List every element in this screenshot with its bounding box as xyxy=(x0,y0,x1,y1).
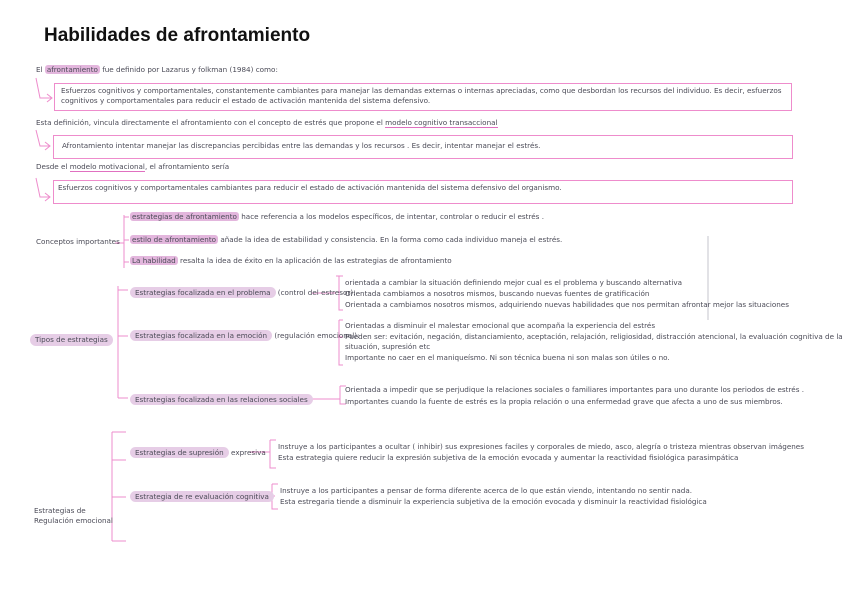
strategy-detail: situación, supresión etc xyxy=(345,342,431,351)
strategy-detail: Importantes cuando la fuente de estrés es la propia relación o una enfermedad grave que afecta a uno de sus miembros. xyxy=(345,397,783,406)
intro-term: afrontamiento xyxy=(46,65,98,74)
strategy-types-label: Tipos de estrategias xyxy=(30,334,113,346)
strategy-name: Estrategias focalizada en la emoción xyxy=(130,330,272,341)
transactional-prefix: Esta definición, vincula directamente el afrontamiento con el concepto de estrés que propone el xyxy=(36,118,386,127)
transactional-line xyxy=(36,118,498,128)
strategy-detail: Importante no caer en el maniqueísmo. Ni son técnica buena ni son malas son útiles o no. xyxy=(345,353,670,362)
concept-item xyxy=(130,235,562,245)
regulation-label-line2: Regulación emocional xyxy=(34,516,113,525)
concept-text: añade la idea de estabilidad y consistencia. En la forma como cada individuo maneja el estrés. xyxy=(218,235,563,244)
regulation-reappraisal xyxy=(130,492,274,502)
page-title: Habilidades de afrontamiento xyxy=(44,25,311,46)
intro-suffix: fue definido por Lazarus y folkman (1984) como: xyxy=(99,65,278,74)
regulation-detail: Esta estrategia quiere reducir la expresión subjetiva de la emoción evocada y aumentar la reactividad fisiológica parasimpática xyxy=(278,453,739,462)
motivational-line xyxy=(36,162,229,172)
regulation-detail: Esta estregaria tiende a disminuir la experiencia subjetiva de la emoción evocada y disminuir la reactividad fisiológica xyxy=(280,497,707,506)
concept-text: resalta la idea de éxito en la aplicación de las estrategias de afrontamiento xyxy=(177,256,452,265)
strategy-note: (control del estresor): xyxy=(275,288,356,297)
strategy-problem xyxy=(130,288,356,298)
transactional-box-text: Afrontamiento intentar manejar las discrepancias percibidas entre las demandas y los recursos . Es decir, intentar manejar el estrés. xyxy=(62,141,541,150)
strategy-name: Estrategias focalizada en el problema xyxy=(130,287,276,298)
strategy-detail: orientada a cambiar la situación definiendo mejor cual es el problema y buscando alternativa xyxy=(345,278,683,287)
concept-term: La habilidad xyxy=(132,256,176,265)
concept-item xyxy=(130,212,544,222)
motivational-prefix: Desde el xyxy=(36,162,70,171)
regulation-name: Estrategias de supresión xyxy=(130,447,229,458)
regulation-detail: Instruye a los participantes a ocultar ( inhibir) sus expresiones faciles y corporales de miedo, asco, alegría o tristeza mientras observan imágenes xyxy=(278,442,804,451)
definition-text: Esfuerzos cognitivos y comportamentales, constantemente cambiantes para manejar las demandas externas o internas apreciadas, como que desbordan los recursos del individuo. Es decir, esfuerzos cognitivos y comportamentales para reducir el estado de activación mantenida del sistema defensivo. xyxy=(61,86,782,105)
strategy-detail: Pueden ser: evitación, negación, distanciamiento, aceptación, relajación, religiosidad, distracción atencional, la evaluación cognitiva de la xyxy=(345,332,843,341)
motivational-suffix: , el afrontamiento sería xyxy=(144,162,230,171)
strategy-emotion xyxy=(130,331,359,341)
regulation-label-line1: Estrategias de xyxy=(34,506,86,515)
strategy-name: Estrategias focalizada en las relaciones sociales xyxy=(130,394,313,405)
regulation-suppression xyxy=(130,448,266,458)
strategy-detail: Orientada cambiamos a nosotros mismos, buscando nuevas fuentes de gratificación xyxy=(345,289,650,298)
concept-term: estilo de afrontamiento xyxy=(132,235,217,244)
regulation-name: Estrategia de re evaluación cognitiva xyxy=(130,491,274,502)
strategy-detail: Orientada a impedir que se perjudique la relaciones sociales o familiares importantes para uno durante los periodos de estrés . xyxy=(345,385,805,394)
strategy-detail: Orientadas a disminuir el malestar emocional que acompaña la experiencia del estrés xyxy=(345,321,656,330)
concept-item xyxy=(130,256,452,266)
strategy-note: (regulación emocional): xyxy=(272,331,360,340)
concept-text: hace referencia a los modelos específicos, de intentar, controlar o reducir el estrés . xyxy=(238,212,544,221)
strategy-detail: Orientada a cambiamos nosotros mismos, adquiriendo nuevas habilidades que nos permitan afrontar mejor las situaciones xyxy=(345,300,789,309)
regulation-detail: Instruye a los participantes a pensar de forma diferente acerca de lo que están viendo, intentando no sentir nada. xyxy=(280,486,693,495)
intro-line xyxy=(36,65,278,75)
motivational-term: modelo motivacional xyxy=(69,162,145,171)
strategy-social xyxy=(130,395,313,405)
concepts-label: Conceptos importantes xyxy=(36,237,120,246)
concept-term: estrategias de afrontamiento xyxy=(132,212,237,221)
motivational-box-text: Esfuerzos cognitivos y comportamentales cambiantes para reducir el estado de activación mantenida del sistema defensivo del organismo. xyxy=(58,183,562,192)
intro-prefix: El xyxy=(36,65,45,74)
regulation-note: expresiva xyxy=(228,448,266,457)
transactional-term: modelo cognitivo transaccional xyxy=(385,118,498,127)
